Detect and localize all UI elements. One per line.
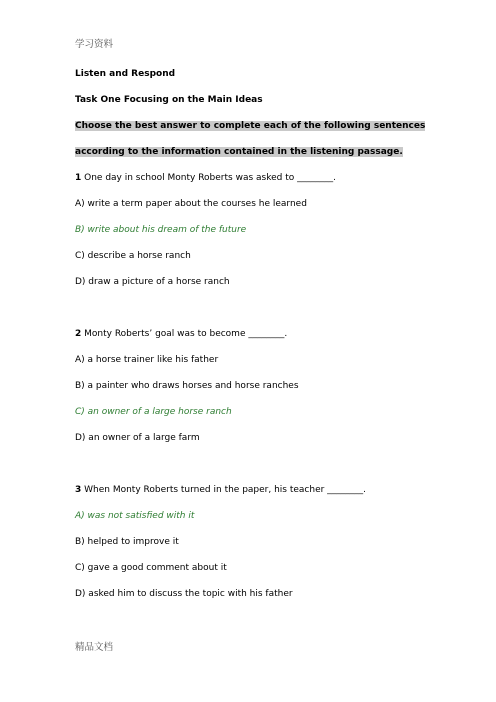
question-3	[75, 484, 366, 496]
q1-option-b-answer: B) write about his dream of the future	[75, 225, 247, 235]
q1-option-c: C) describe a horse ranch	[75, 251, 191, 261]
page-footer: 精品文档	[75, 642, 114, 653]
instruction-text-2: according to the information contained in the listening passage.	[75, 147, 403, 157]
q2-option-d: D) an owner of a large farm	[75, 433, 200, 443]
instruction-text-1: Choose the best answer to complete each of the following sentences	[75, 121, 426, 131]
question-text: When Monty Roberts turned in the paper, his teacher ________.	[81, 485, 367, 495]
question-2	[75, 328, 287, 340]
question-text: One day in school Monty Roberts was asked to ________.	[81, 173, 336, 183]
q3-option-d: D) asked him to discuss the topic with his father	[75, 589, 293, 599]
q1-option-a: A) write a term paper about the courses he learned	[75, 199, 307, 209]
q3-option-b: B) helped to improve it	[75, 537, 179, 547]
question-1	[75, 172, 336, 184]
q2-option-c-answer: C) an owner of a large horse ranch	[75, 407, 232, 417]
q2-option-a: A) a horse trainer like his father	[75, 355, 219, 365]
q2-option-b: B) a painter who draws horses and horse ranches	[75, 381, 299, 391]
question-number: 1	[75, 173, 82, 183]
instruction-line-2	[75, 146, 403, 158]
q3-option-a-answer: A) was not satisfied with it	[75, 511, 195, 521]
q1-option-d: D) draw a picture of a horse ranch	[75, 277, 230, 287]
question-number: 3	[75, 485, 82, 495]
instruction-line-1	[75, 120, 425, 132]
page-header: 学习资料	[75, 39, 114, 50]
task-title: Task One Focusing on the Main Ideas	[75, 95, 263, 105]
question-number: 2	[75, 329, 82, 339]
section-title: Listen and Respond	[75, 69, 176, 79]
q3-option-c: C) gave a good comment about it	[75, 563, 227, 573]
question-text: Monty Roberts’ goal was to become ________.	[81, 329, 288, 339]
